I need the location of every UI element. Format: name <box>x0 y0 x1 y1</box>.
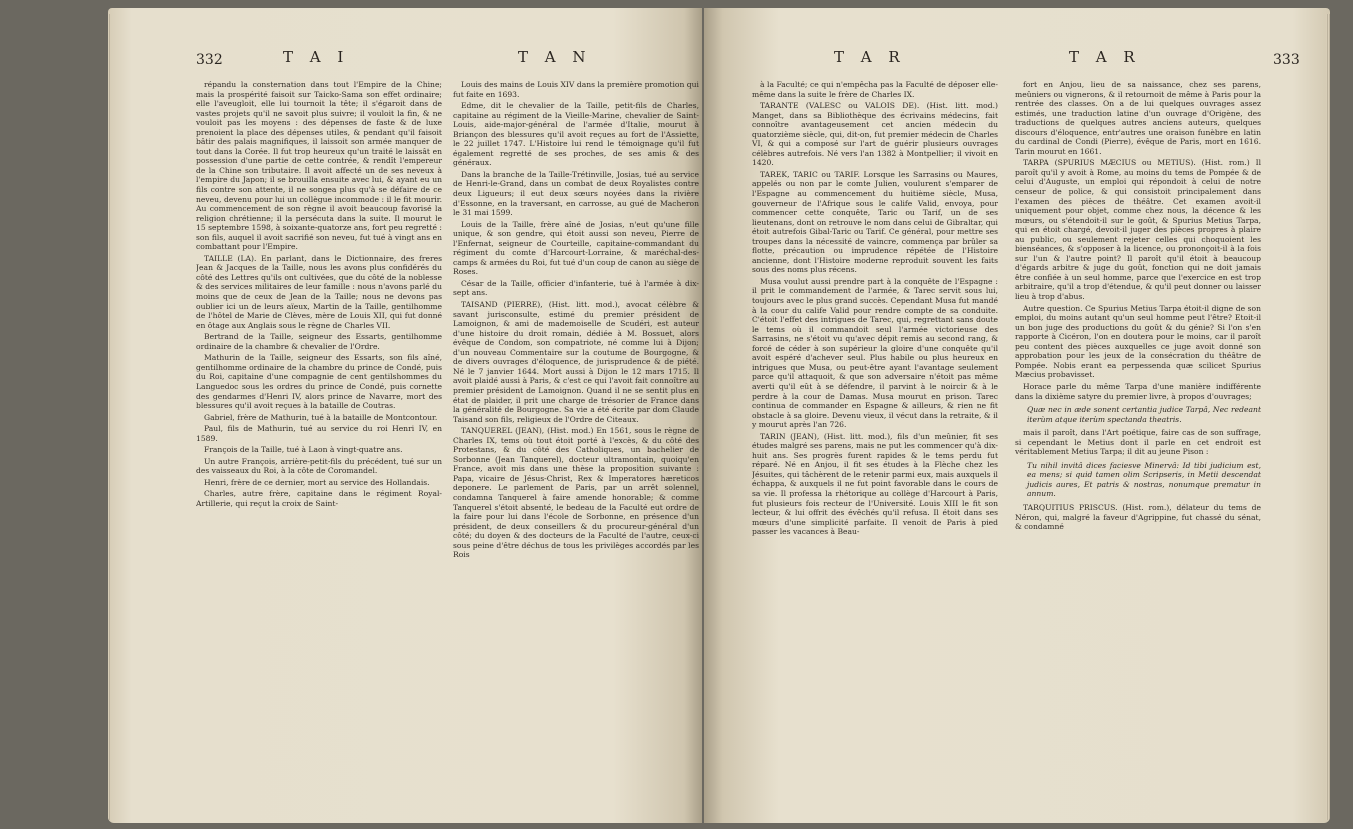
right-header-tar-2: T A R <box>1069 48 1141 66</box>
left-column-2 <box>453 80 699 808</box>
paragraph: TAILLE (LA). En parlant, dans le Dictionnaire, des freres Jean & Jacques de la Taille, nous les avons plus confidérés du côté des Lettres qu'ils ont cultivées, que du côté de la noblesse & des services militaires de leur famille : nous n'avons parlé du moins que de ceux de Jean de la Taille; nous ne devons pas oublier ici un de leurs aïeux, Martin de la Taille, gentilhomme de l'hôtel de Marie de Clèves, mère de Louis XII, qui fut donné en ôtage aux Anglais sous le règne de Charles VII. <box>196 253 442 330</box>
open-book <box>108 8 1330 823</box>
paragraph: à la Faculté; ce qui n'empêcha pas la Faculté de déposer elle-même dans la suite le frère de Charles IX. <box>752 80 998 99</box>
right-page-number: 333 <box>1273 52 1300 68</box>
left-column-1 <box>196 80 442 808</box>
paragraph: Paul, fils de Mathurin, tué au service du roi Henri IV, en 1589. <box>196 424 442 443</box>
right-column-1 <box>752 80 998 808</box>
paragraph: TARQUITIUS PRISCUS. (Hist. rom.), délateur du tems de Néron, qui, malgré la faveur d'Agrippine, fut chassé du sénat, & condamné <box>1015 502 1261 532</box>
paragraph: Autre question. Ce Spurius Metius Tarpa étoit-il digne de son emploi, du moins autant qu'un seul homme peut l'être? Etoit-il un bon juge des productions du goût & du génie? Si l'on s'en rapporte à Cicéron, l'on en doutera pour le moins, car il paroît peu content des pièces auxquelles ce juge avoit donné son approbation pour les jeux de la consécration du théâtre de Pompée. Nobis erant ea perpessenda quæ scilicet Spurius Mæcius probavisset. <box>1015 303 1261 380</box>
left-header-tai: T A I <box>283 48 350 66</box>
paragraph: TARANTE (VALESC ou VALOIS DE). (Hist. litt. mod.) Manget, dans sa Bibliothèque des écrivains médecins, fait connoître avantageusement cet ancien médecin du quatorzième siècle, qui, dit-on, fut premier médecin de Charles VI, & qui a composé sur l'art de guérir plusieurs ouvrages célèbres autrefois. Né vers l'an 1382 à Montpellier; il vivoit en 1420. <box>752 101 998 168</box>
paragraph: Gabriel, frère de Mathurin, tué à la bataille de Montcontour. <box>204 412 438 422</box>
paragraph: Dans la branche de la Taille-Trétinville, Josias, tué au service de Henri-le-Grand, dans un combat de deux Royalistes contre deux Ligueurs; il eut deux sœurs noyées dans la rivière d'Essonne, en la traversant, en carrosse, au gué de Macheron le 31 mai 1599. <box>453 169 699 218</box>
verse-quote: Quæ nec in æde sonent certantia judice Tarpâ, Nec redeant iterùm atque iterùm spectanda theatris. <box>1027 405 1261 424</box>
paragraph: TAREK, TARIC ou TARIF. Lorsque les Sarrasins ou Maures, appelés ou non par le comte Julien, voulurent s'emparer de l'Espagne au commencement du huitième siècle, Musa, gouverneur de l'Afrique sous le calife Valid, envoya, pour commencer cette conquête, Taric ou Tarif, un de ses lieutenans, dont on retrouve le nom dans celui de Gibraltar, qui étoit autrefois Gibal-Taric ou Tarif. Ce général, pour mettre ses troupes dans la nécessité de vaincre, commença par brûler sa flotte, précaution ou imprudence répétée de l'Histoire ancienne, dont l'Histoire moderne reproduit souvent les faits sous des noms plus récens. <box>752 169 998 275</box>
paragraph: Louis de la Taille, frère aîné de Josias, n'eut qu'une fille unique, & son gendre, qui étoit aussi son neveu, Pierre de l'Enfernat, seigneur de Courteille, capitaine-commandant du régiment du comte d'Harcourt-Lorraine, & maréchal-des-camps & armées du Roi, fut tué d'un coup de canon au siège de Roses. <box>453 219 699 277</box>
left-page-edge <box>108 14 110 820</box>
verse-quote: Tu nihil invitâ dices faciesve Minervâ: Id tibi judicium est, ea mens; si quid tamen olim Scripseris, in Metii descendat judicis aures, Et patris & nostras, nonumque prematur in annum. <box>1027 460 1261 499</box>
paragraph: Bertrand de la Taille, seigneur des Essarts, gentilhomme ordinaire de la chambre & chevalier de l'Ordre. <box>196 332 442 351</box>
paragraph: TAISAND (PIERRE), (Hist. litt. mod.), avocat célèbre & savant jurisconsulte, estimé du premier président de Lamoignon, & ami de mademoiselle de Scudéri, est auteur d'une histoire du droit romain, dédiée à M. Bossuet, alors évêque de Condom, son compatriote, né comme lui à Dijon; d'un nouveau Commentaire sur la coutume de Bourgogne, & de divers ouvrages d'éloquence, de jurisprudence & de piété. Né le 7 janvier 1644. Mort aussi à Dijon le 12 mars 1715. Il avoit plaidé aussi à Paris, & c'est ce qui l'avoit fait connoître au premier président de Lamoignon. Quand il ne se sentit plus en état de plaider, il prit une charge de trésorier de France dans la généralité de Bourgogne. Sa vie a été écrite par dom Claude Taisand son fils, religieux de l'Ordre de Citeaux. <box>453 300 699 424</box>
paragraph: Un autre François, arrière-petit-fils du précédent, tué sur un des vaisseaux du Roi, à la côte de Coromandel. <box>196 456 442 476</box>
paragraph: répandu la consternation dans tout l'Empire de la Chine; mais la prospérité faisoit sur Taicko-Sama son effet ordinaire; elle l'aveugloit, elle lui tournoit la tête; il s'égaroit dans de vastes projets qu'il ne savoit plus suivre; il vouloit la fin, & ne vouloit pas les moyens : des dépenses de faste & de luxe prenoient la place des dépenses utiles, & pendant qu'il faisoit bâtir des palais magnifiques, il laissoit son armée manquer de tout dans la Corée. Il fut trop heureux qu'un traité le laissât en possession d'une partie de cette contrée, & rendît l'empereur de la Chine son tributaire. Il avoit affecté un de ses neveux à l'empire du Japon; il se brouilla ensuite avec lui, & ayant eu un fils contre son attente, il ne songea plus qu'à se défaire de ce neveu, devenu pour lui un collègue incommode : il le fit mourir. Au commencement de son règne il avoit beaucoup favorisé la religion chrétienne; il la persécuta dans la suite. Il mourut le 15 septembre 1598, à soixante-quatorze ans, fort peu regretté : son fils, auquel il avoit sacrifié son neveu, fut tué à vingt ans en combattant pour l'Empire. <box>196 80 442 252</box>
paragraph: Horace parle du même Tarpa d'une manière indifférente dans la dixième satyre du premier livre, à propos d'ouvrages; <box>1015 381 1261 401</box>
left-page <box>108 8 702 823</box>
paragraph: François de la Taille, tué à Laon à vingt-quatre ans. <box>204 445 403 455</box>
right-header-tar-1: T A R <box>834 48 906 66</box>
left-header-tan: T A N <box>518 48 592 66</box>
paragraph: TANQUEREL (JEAN), (Hist. mod.) En 1561, sous le règne de Charles IX, tems où tout étoit porté à l'excès, & du côté des Protestans, & du côté des Catholiques, un bachelier de Sorbonne (Jean Tanquerel), docteur ultramontain, quoiqu'en France, avoit mis dans une thèse la proposition suivante : Papa, vicaire de Jésus-Christ, Rex & Imperatores hæreticos deponere. Le parlement de Paris, par un arrêt solennel, condamna Tanquerel à faire amende honorable; & comme Tanquerel s'étoit absenté, le bedeau de la Faculté eut ordre de la faire pour lui dans l'école de Sorbonne, en présence d'un président, de deux conseillers & du procureur-général d'un côté; du doyen & des docteurs de la Faculté de l'autre, ceux-ci sous peine d'être déchus de tous les privilèges accordés par les Rois <box>453 426 699 560</box>
paragraph: TARPA (SPURIUS MÆCIUS ou METIUS). (Hist. rom.) Il paroît qu'il y avoit à Rome, au moins du tems de Pompée & de celui d'Auguste, un emploi qui répondoit à celui de notre censeur de police, & qui consistoit principalement dans l'examen des pièces de théâtre. Cet examen avoit-il uniquement pour objet, comme chez nous, la décence & les mœurs, ou s'étendoit-il sur le goût, & Spurius Metius Tarpa, qui en étoit chargé, devoit-il juger des pièces propres à plaire au public, ou seulement rejeter celles qui choquoient les bienséances, & s'opposer à la licence, ou prononçoit-il à la fois sur l'un & l'autre point? Il paroît qu'il étoit à beaucoup d'égards arbitre & juge du goût, fonction qui ne doit jamais être confiée à un seul homme, parce que l'exercice en est trop arbitraire, qu'il a trop d'étendue, & qu'il peut donner ou laisser lieu à trop d'abus. <box>1015 158 1261 302</box>
paragraph: Louis des mains de Louis XIV dans la première promotion qui fut faite en 1693. <box>453 80 699 99</box>
left-page-number: 332 <box>196 52 223 68</box>
right-page <box>704 8 1330 823</box>
paragraph: Charles, autre frère, capitaine dans le régiment Royal-Artillerie, qui reçut la croix de Saint- <box>196 489 442 508</box>
paragraph: TARIN (JEAN), (Hist. litt. mod.), fils d'un meûnier, fit ses études malgré ses parens, mais ne put les commencer qu'à dix-huit ans. Ses progrès furent rapides & le tems perdu fut réparé. Né en Anjou, il fit ses études à la Flèche chez les Jésuites, qui tâchèrent de le retenir parmi eux, mais auxquels il échappa, & auxquels il ne fut point favorable dans le cours de sa vie. Il professa la rhétorique au collège d'Harcourt à Paris, fut plusieurs fois recteur de l'Université. Louis XIII le fit son lecteur, & lui offrit des évêchés qu'il refusa. Il étoit dans ses mœurs d'une simplicité parfaite. Il venoit de Paris à pied passer les vacances à Beau- <box>752 431 998 537</box>
paragraph: Henri, frère de ce dernier, mort au service des Hollandais. <box>204 477 430 487</box>
paragraph: fort en Anjou, lieu de sa naissance, chez ses parens, meûniers ou vignerons, & il retournoit de même à Paris pour la rentrée des classes. On a de lui quelques ouvrages assez estimés, une traduction latine d'un ouvrage d'Origène, des traductions de quelques autres anciens auteurs, quelques discours d'éloquence, entr'autres une oraison funèbre en latin du cardinal de Condi (Pierre), évêque de Paris, mort en 1616. Tarin mourut en 1661. <box>1015 80 1261 156</box>
right-column-2 <box>1015 80 1261 808</box>
paragraph: César de la Taille, officier d'infanterie, tué à l'armée à dix-sept ans. <box>453 278 699 298</box>
paragraph: Musa voulut aussi prendre part à la conquête de l'Espagne : il prit le commandement de l'armée, & Tarec servit sous lui, toujours avec le plus grand succès. Cependant Musa fut mandé à la cour du calife Valid pour rendre compte de sa conduite. C'étoit l'effet des intrigues de Tarec, qui, regrettant sans doute le tems où il commandoit seul l'armée victorieuse des Sarrasins, ne s'étoit vu qu'avec dépit remis au second rang, & forcé de céder à son supérieur la gloire d'une conquête qu'il avoit espéré d'achever seul. Plus habile ou plus heureux en intrigues que Musa, ou peut-être ayant l'avantage seulement parce qu'il attaquoit, & que son adversaire n'étoit pas même averti qu'il eût à se défendre, il parvint à le noircir & à le perdre à la cour de Damas. Musa mourut en prison. Tarec continua de commander en Espagne & ailleurs, & rien ne fit obstacle à sa gloire. Devenu vieux, il vécut dans la retraite, & il y mourut après l'an 726. <box>752 276 998 430</box>
paragraph: Edme, dit le chevalier de la Taille, petit-fils de Charles, capitaine au régiment de la Vieille-Marine, chevalier de Saint-Louis, aide-major-général de l'armée d'Italie, mourut à Briançon des blessures qu'il avoit reçues au fort de l'Assiette, le 22 juillet 1747. L'Histoire lui rend le témoignage qu'il fut également regretté de ses proches, de ses amis & des généraux. <box>453 101 699 168</box>
right-page-edge <box>1326 14 1330 820</box>
paragraph: mais il paroît, dans l'Art poétique, faire cas de son suffrage, si cependant le Metius dont il parle en cet endroit est véritablement Metius Tarpa; il dit au jeune Pison : <box>1015 428 1261 457</box>
paragraph: Mathurin de la Taille, seigneur des Essarts, son fils aîné, gentilhomme ordinaire de la chambre du prince de Condé, puis du Roi, capitaine d'une compagnie de cent gentilshommes du Languedoc sous les ordres du prince de Condé, puis cornette des gendarmes d'Henri IV, alors prince de Navarre, mort des blessures qu'il avoit reçues à la bataille de Coutras. <box>196 353 442 411</box>
